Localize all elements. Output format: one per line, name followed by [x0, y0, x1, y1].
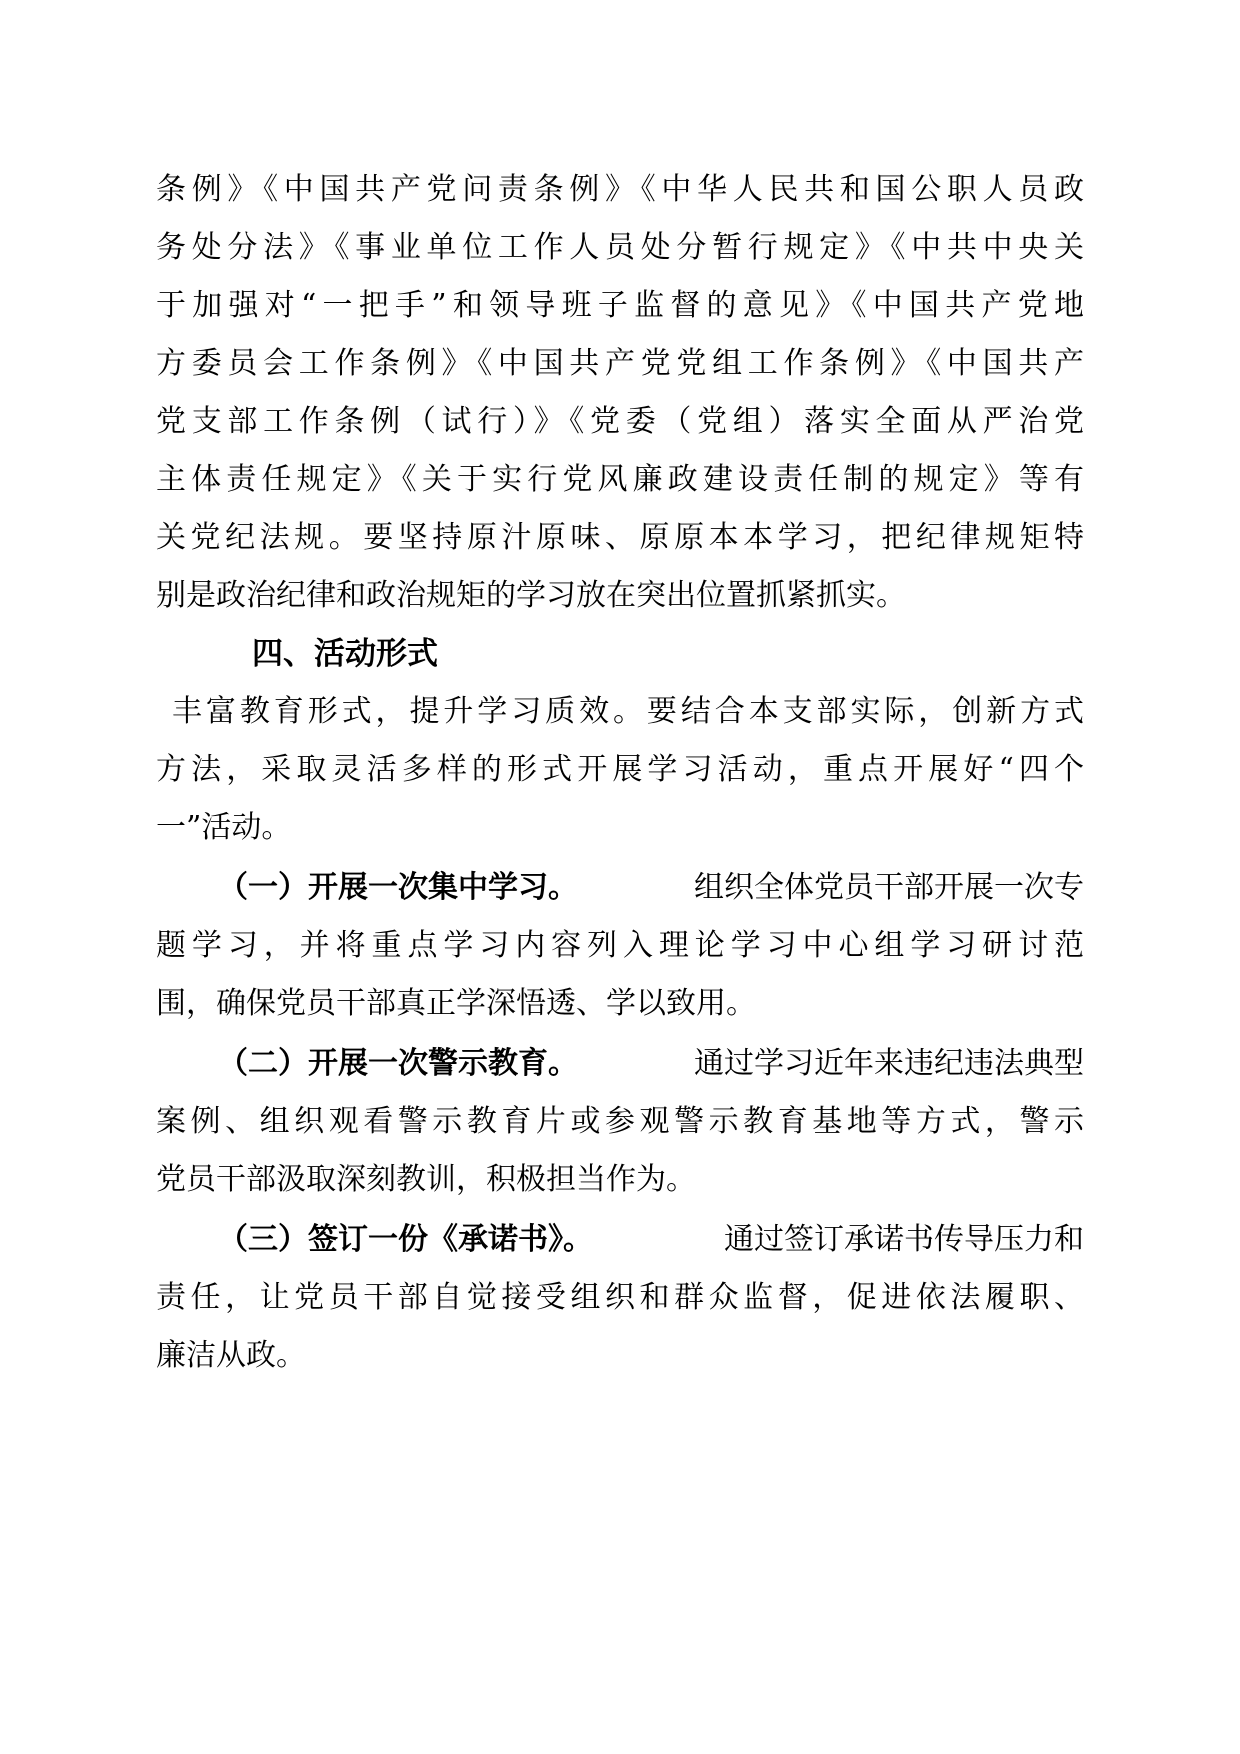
item3-first-text: 通过签订承诺书传导压力和: [724, 1222, 1084, 1257]
item3-title: （三）签订一份《承诺书》。: [218, 1222, 593, 1257]
item1-title: （一）开展一次集中学习。: [218, 870, 578, 905]
intro-line-1: 丰富教育形式，提升学习质效。要结合本支部实际，创新方式: [172, 694, 1084, 729]
item3-line-3: 廉洁从政。: [156, 1338, 306, 1373]
item3-line-2: 责任，让党员干部自觉接受组织和群众监督，促进依法履职、: [156, 1280, 1084, 1315]
para1-line-4: 方委员会工作条例》《中国共产党党组工作条例》《中国共产: [156, 346, 1084, 381]
item3-first-line: [218, 1220, 1084, 1260]
item1-first-text: 组织全体党员干部开展一次专: [694, 870, 1084, 905]
item1-line-2: 题学习，并将重点学习内容列入理论学习中心组学习研讨范: [156, 928, 1084, 963]
para1-line-3: 于加强对“一把手”和领导班子监督的意见》《中国共产党地: [156, 288, 1084, 323]
item2-line-2: 案例、组织观看警示教育片或参观警示教育基地等方式，警示: [156, 1104, 1084, 1139]
section-heading: 四、活动形式: [252, 636, 438, 672]
para1-line-1: 条例》《中国共产党问责条例》《中华人民共和国公职人员政: [156, 172, 1084, 207]
item2-line-3: 党员干部汲取深刻教训，积极担当作为。: [156, 1162, 696, 1197]
intro-line-2: 方法，采取灵活多样的形式开展学习活动，重点开展好“四个: [156, 752, 1084, 787]
item2-title: （二）开展一次警示教育。: [218, 1046, 578, 1081]
para1-line-7: 关党纪法规。要坚持原汁原味、原原本本学习，把纪律规矩特: [156, 520, 1084, 555]
item1-line-3: 围，确保党员干部真正学深悟透、学以致用。: [156, 986, 756, 1021]
para1-line-8: 别是政治纪律和政治规矩的学习放在突出位置抓紧抓实。: [156, 578, 906, 613]
para1-line-6: 主体责任规定》《关于实行党风廉政建设责任制的规定》等有: [156, 462, 1084, 497]
item2-first-text: 通过学习近年来违纪违法典型: [694, 1046, 1084, 1081]
intro-line-3: 一”活动。: [156, 810, 292, 845]
item2-first-line: [218, 1044, 1084, 1084]
item1-first-line: [218, 868, 1084, 908]
para1-line-2: 务处分法》《事业单位工作人员处分暂行规定》《中共中央关: [156, 230, 1084, 265]
para1-line-5: 党支部工作条例（试行）》《党委（党组）落实全面从严治党: [156, 404, 1084, 439]
